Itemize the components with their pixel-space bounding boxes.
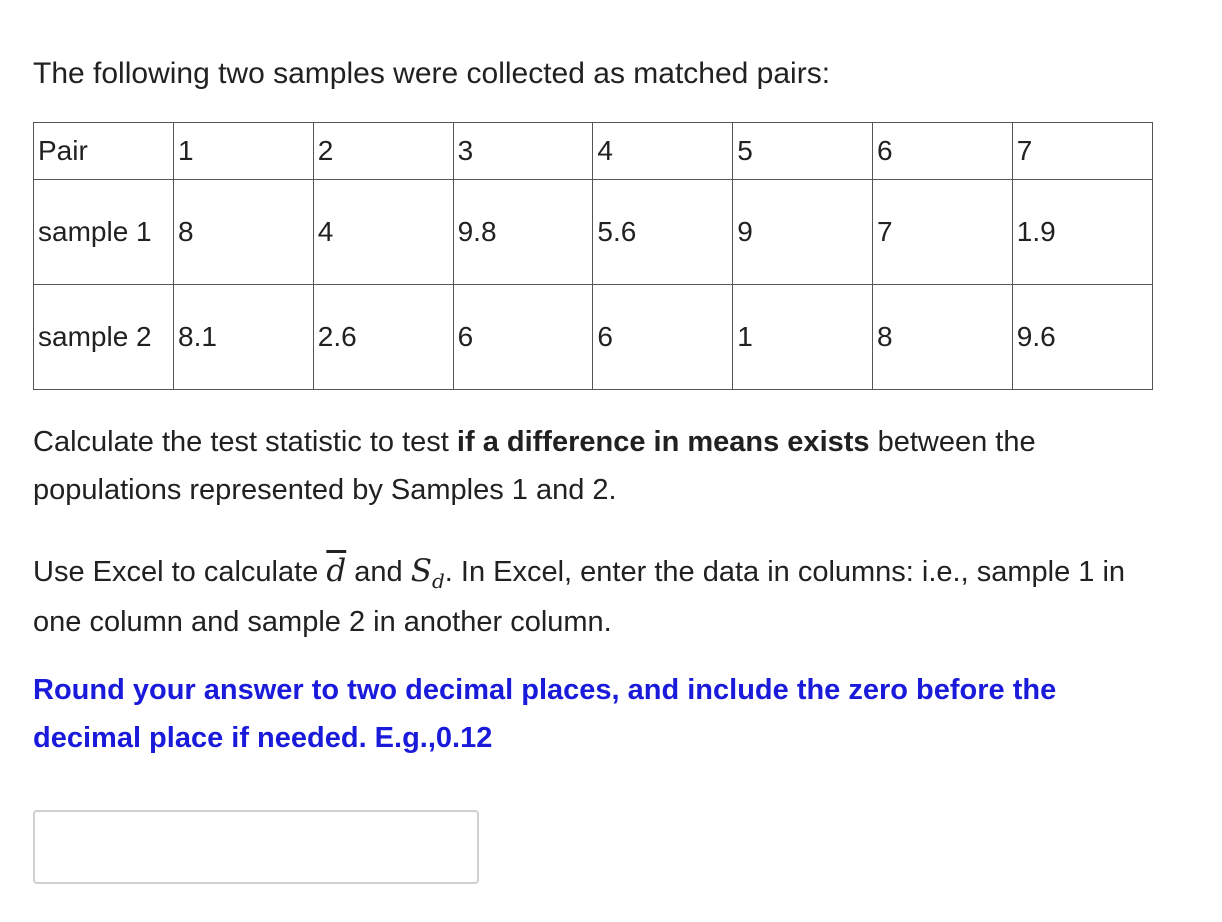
table-cell: 7 — [872, 180, 1012, 285]
table-cell: 8.1 — [174, 285, 314, 390]
table-cell: 9.6 — [1012, 285, 1152, 390]
table-row-sample-1 — [34, 180, 1153, 285]
table-cell: 6 — [453, 285, 593, 390]
row-label: sample 2 — [34, 285, 174, 390]
instruction-mid: and — [346, 556, 411, 588]
table-cell: 1 — [733, 285, 873, 390]
instruction-part2: . In Excel, enter the data in columns: i.e., sample 1 in one column and sample 2 in another column. — [33, 556, 1126, 638]
s-d-symbol — [410, 553, 445, 593]
table-cell: 6 — [593, 285, 733, 390]
instruction-text — [33, 547, 1173, 646]
s-subscript: d — [431, 569, 445, 593]
rounding-note: Round your answer to two decimal places, and include the zero before the decimal place if needed. E.g.,0.12 — [33, 674, 1057, 754]
table-cell: 8 — [872, 285, 1012, 390]
header-cell: 7 — [1012, 123, 1152, 180]
header-cell: 4 — [593, 123, 733, 180]
table-row-sample-2 — [34, 285, 1153, 390]
instruction-part1: Use Excel to calculate — [33, 556, 327, 588]
answer-input[interactable] — [33, 810, 479, 884]
table-cell: 9.8 — [453, 180, 593, 285]
table-header-row — [34, 123, 1153, 180]
matched-pairs-table — [33, 122, 1153, 390]
header-cell: 2 — [313, 123, 453, 180]
table-cell: 8 — [174, 180, 314, 285]
header-cell: 1 — [174, 123, 314, 180]
question-part1: Calculate the test statistic to test — [33, 426, 457, 458]
header-cell: 6 — [872, 123, 1012, 180]
table-cell: 5.6 — [593, 180, 733, 285]
question-bold: if a difference in means exists — [456, 426, 870, 458]
s-letter: S — [410, 553, 432, 589]
question-part2: between the populations represented by Samples 1 and 2. — [33, 426, 1036, 506]
question-text — [33, 418, 1163, 514]
table-cell: 9 — [733, 180, 873, 285]
table-cell: 2.6 — [313, 285, 453, 390]
header-cell: 5 — [733, 123, 873, 180]
table-cell: 1.9 — [1012, 180, 1152, 285]
table-cell: 4 — [313, 180, 453, 285]
header-cell-pair: Pair — [34, 123, 174, 180]
d-bar-symbol: $\overline{d}$ — [326, 553, 347, 589]
row-label: sample 1 — [34, 180, 174, 285]
intro-text: The following two samples were collected as matched pairs: — [33, 57, 831, 90]
header-cell: 3 — [453, 123, 593, 180]
